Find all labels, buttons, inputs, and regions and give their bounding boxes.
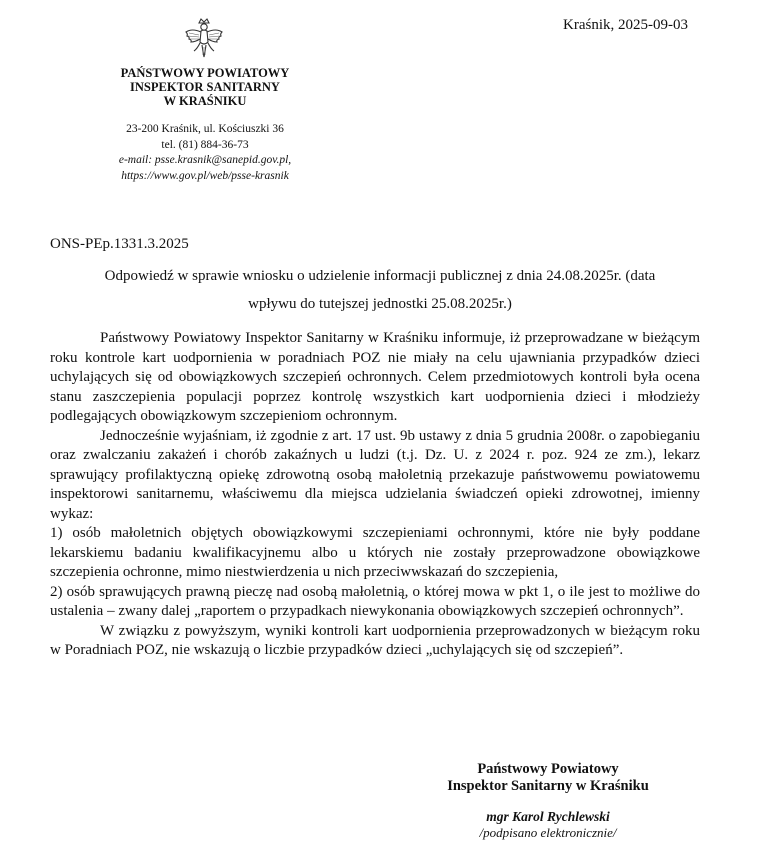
- letter-body: [50, 329, 700, 661]
- reference-number: ONS-PEp.1331.3.2025: [50, 236, 189, 252]
- authority-website: https://www.gov.pl/web/psse-krasnik: [121, 169, 289, 182]
- authority-address: 23-200 Kraśnik, ul. Kościuszki 36: [126, 123, 284, 135]
- list-item-2: 2) osób sprawujących prawną pieczę nad osobą małoletnią, o której mowa w pkt 1, o ile jest to możliwe do ustalenia – zwany dalej „raportem o przypadkach niewykonania obowiązkowych szczepień ochronnych”.: [50, 583, 700, 619]
- body-paragraph-3: W związku z powyższym, wyniki kontroli kart uodpornienia przeprowadzonych w bieżącym roku w Poradniach POZ, nie wskazują o liczbie przypadków dzieci „uchylających się od szczepień”.: [50, 622, 700, 658]
- letter-subject: Odpowiedź w sprawie wniosku o udzielenie informacji publicznej z dnia 24.08.2025r. (data wpływu do tutejszej jednostki 25.08.2025r.): [104, 268, 656, 312]
- polish-eagle-emblem-icon: [182, 16, 226, 60]
- authority-name: PAŃSTWOWY POWIATOWY INSPEKTOR SANITARNY W KRAŚNIKU: [120, 66, 290, 108]
- signature-note: /podpisano elektronicznie/: [479, 825, 617, 840]
- signatory-name: mgr Karol Rychlewski: [486, 809, 610, 824]
- signature-block: [430, 761, 666, 840]
- authority-email: e-mail: psse.krasnik@sanepid.gov.pl,: [118, 154, 292, 166]
- list-item-1: 1) osób małoletnich objętych obowiązkowymi szczepieniami ochronnymi, które nie były poddane lekarskiemu badaniu kwalifikacyjnemu albo u których nie zostały przeprowadzone obowiązkowe szczepienia ochronne, mimo niestwierdzenia u nich przeciwwskazań do szczepienia,: [50, 525, 700, 580]
- body-paragraph-1: Państwowy Powiatowy Inspektor Sanitarny w Kraśniku informuje, iż przeprowadzane w bieżącym roku kontrole kart uodpornienia w poradniach POZ nie miały na celu ujawniania przypadków dzieci uchylających się od obowiązkowych szczepień ochronnych. Celem przedmiotowych kontroli była ocena stanu zaszczepienia populacji poprzez kontrolę wszystkich kart uodpornienia dzieci i młodzieży podlegających obowiązkowym szczepieniom ochronnym.: [50, 330, 700, 424]
- body-paragraph-2: Jednocześnie wyjaśniam, iż zgodnie z art. 17 ust. 9b ustawy z dnia 5 grudnia 2008r. o zapobieganiu oraz zwalczaniu zakażeń i chorób zakaźnych u ludzi (t.j. Dz. U. z 2024 r. poz. 924 ze zm.), lekarz sprawujący profilaktyczną opiekę zdrowotną osobą małoletnią przekazuje państwowemu powiatowemu inspektorowi sanitarnemu, właściwemu dla miejsca udzielania świadczeń opieki zdrowotnej, imienny wykaz:: [50, 427, 700, 522]
- signature-title: Państwowy Powiatowy Inspektor Sanitarny w Kraśniku: [447, 761, 649, 794]
- authority-contact: [60, 122, 350, 184]
- document-date: Kraśnik, 2025-09-03: [563, 17, 688, 33]
- authority-phone: tel. (81) 884-36-73: [161, 138, 249, 151]
- authority-header: [60, 66, 350, 184]
